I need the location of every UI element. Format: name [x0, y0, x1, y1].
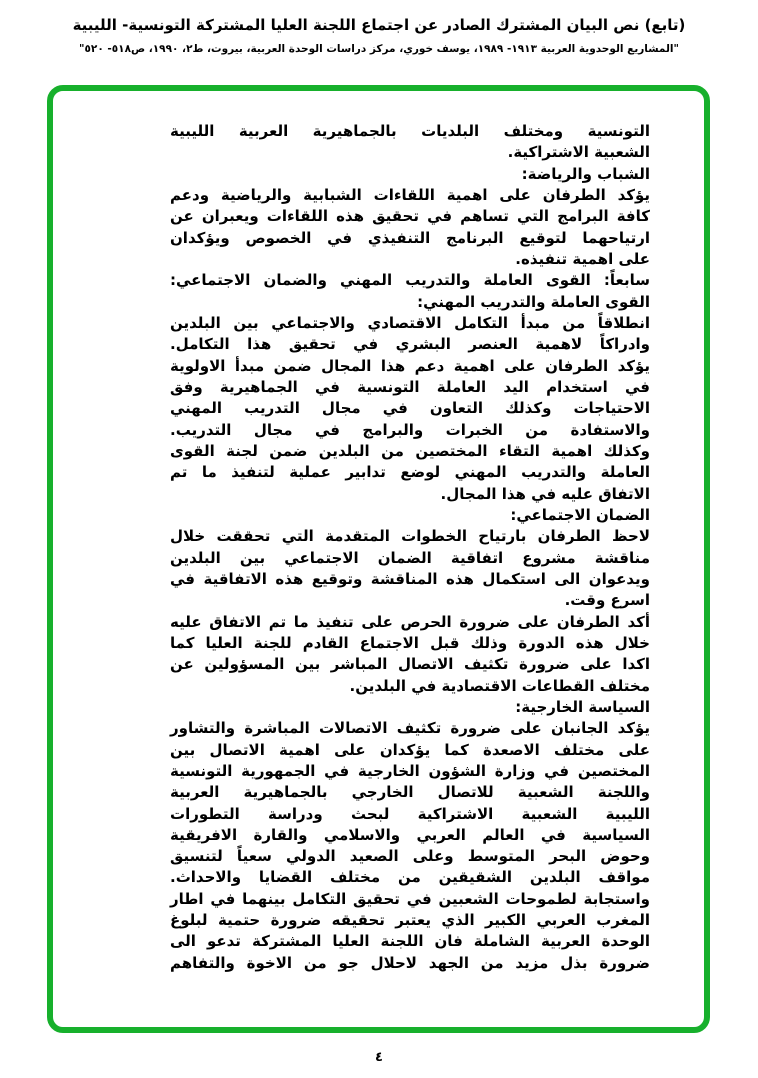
text-line: اسرع وقت. — [564, 591, 650, 610]
text-line: ويدعوان الى استكمال هذه المناقشة وتوقيع هذه الاتفاقية في — [170, 569, 650, 588]
text-line: الاتفاق عليه في هذا المجال. — [440, 484, 650, 503]
page-number: ٤ — [375, 1050, 383, 1065]
text-line: المختصين في وزارة الشؤون الخارجية في الجمهورية التونسية — [170, 761, 650, 780]
text-line: والاستفادة من الخبرات والبرامج في مجال التدريب. — [170, 420, 650, 439]
text-line: لاحظ الطرفان بارتياح الخطوات المتقدمة التي تحققت خلال — [170, 527, 650, 546]
text-line: يؤكد الطرفان على اهمية دعم هذا المجال ضمن مبدأ الاولوية — [170, 356, 650, 375]
text-line: القوى العاملة والتدريب المهني: — [417, 292, 650, 311]
text-line: يؤكد الطرفان على اهمية اللقاءات الشبابية والرياضية ودعم — [170, 185, 650, 204]
text-line: سابعاً: القوى العاملة والتدريب المهني والضمان الاجتماعي: — [170, 271, 650, 290]
text-line: وكذلك اهمية التقاء المختصين من البلدين ضمن لجنة القوى — [170, 441, 650, 460]
text-line: وادراكاً لاهمية العنصر البشري في تحقيق هذا التكامل. — [170, 335, 650, 354]
source-citation: "المشاريع الوحدوية العربية ١٩١٣- ١٩٨٩، يوسف خوري، مركز دراسات الوحدة العربية، بيروت، ط٢، ١٩٩٠، ص٥١٨- ٥٢٠" — [79, 43, 679, 55]
text-line: أكد الطرفان على ضرورة الحرص على تنفيذ ما تم الاتفاق عليه — [170, 612, 650, 631]
text-line: المغرب العربي الكبير الذي يعتبر تحقيقه ضرورة حتمية لبلوغ — [170, 911, 650, 930]
text-line: وحوض البحر المتوسط وعلى الصعيد الدولي سعياً لتنسيق — [170, 847, 650, 866]
text-line: الضمان الاجتماعي: — [510, 505, 650, 524]
text-line: الشعبية الاشتراكية. — [507, 143, 650, 162]
body-text — [170, 121, 650, 974]
text-line: اكدا على ضرورة تكثيف الاتصال المباشر بين المسؤولين عن — [170, 655, 650, 674]
text-line: العاملة والتدريب المهني لوضع تدابير عملية لتنفيذ ما تم — [170, 463, 650, 482]
text-line: خلال هذه الدورة وذلك قبل الاجتماع القادم للجنة العليا كما — [170, 633, 650, 652]
text-line: مختلف القطاعات الاقتصادية في البلدين. — [349, 676, 650, 695]
text-line: الاحتياجات وكذلك التعاون في مجال التدريب المهني — [170, 399, 650, 418]
text-line: الوحدة العربية الشاملة فان اللجنة العليا المشتركة تدعو الى — [170, 932, 650, 951]
document-title: (تابع) نص البيان المشترك الصادر عن اجتماع اللجنة العليا المشتركة التونسية- الليبية — [72, 16, 686, 34]
text-line: واستجابة لطموحات الشعبين في تحقيق التكامل بينهما في اطار — [170, 889, 650, 908]
text-line: الشباب والرياضة: — [521, 164, 650, 183]
text-line: في استخدام اليد العاملة التونسية في الجماهيرية وفق — [170, 377, 650, 396]
text-line: انطلاقاً من مبدأ التكامل الاقتصادي والاجتماعي بين البلدين — [170, 313, 650, 332]
document-header — [0, 12, 758, 57]
text-line: السياسة الخارجية: — [515, 697, 650, 716]
text-line: على اهمية تنفيذه. — [515, 249, 650, 268]
text-line: السياسية في العالم العربي والاسلامي والقارة الافريقية — [170, 825, 650, 844]
text-line: ارتياحهما لتوقيع البرنامج التنفيذي في الخصوص ويؤكدان — [170, 228, 650, 247]
text-line: على مختلف الاصعدة كما يؤكدان على اهمية الاتصال بين — [170, 740, 650, 759]
text-line: كافة البرامج التي تساهم في تحقيق هذه اللقاءات ويعبران عن — [170, 207, 650, 226]
text-line: الليبية الشعبية الاشتراكية لبحث ودراسة التطورات — [170, 804, 650, 823]
text-line: ضرورة بذل مزيد من الجهد لاحلال جو من الاخوة والتفاهم — [170, 953, 650, 972]
text-line: مناقشة مشروع اتفاقية الضمان الاجتماعي بين البلدين — [170, 548, 650, 567]
text-line: يؤكد الجانبان على ضرورة تكثيف الاتصالات المباشرة والتشاور — [170, 719, 650, 738]
text-line: مواقف البلدين الشقيقين من مختلف القضايا والاحداث. — [170, 868, 650, 887]
text-line: واللجنة الشعبية للاتصال الخارجي بالجماهيرية العربية — [170, 783, 650, 802]
text-line: التونسية ومختلف البلديات بالجماهيرية العربية الليبية — [170, 122, 650, 140]
